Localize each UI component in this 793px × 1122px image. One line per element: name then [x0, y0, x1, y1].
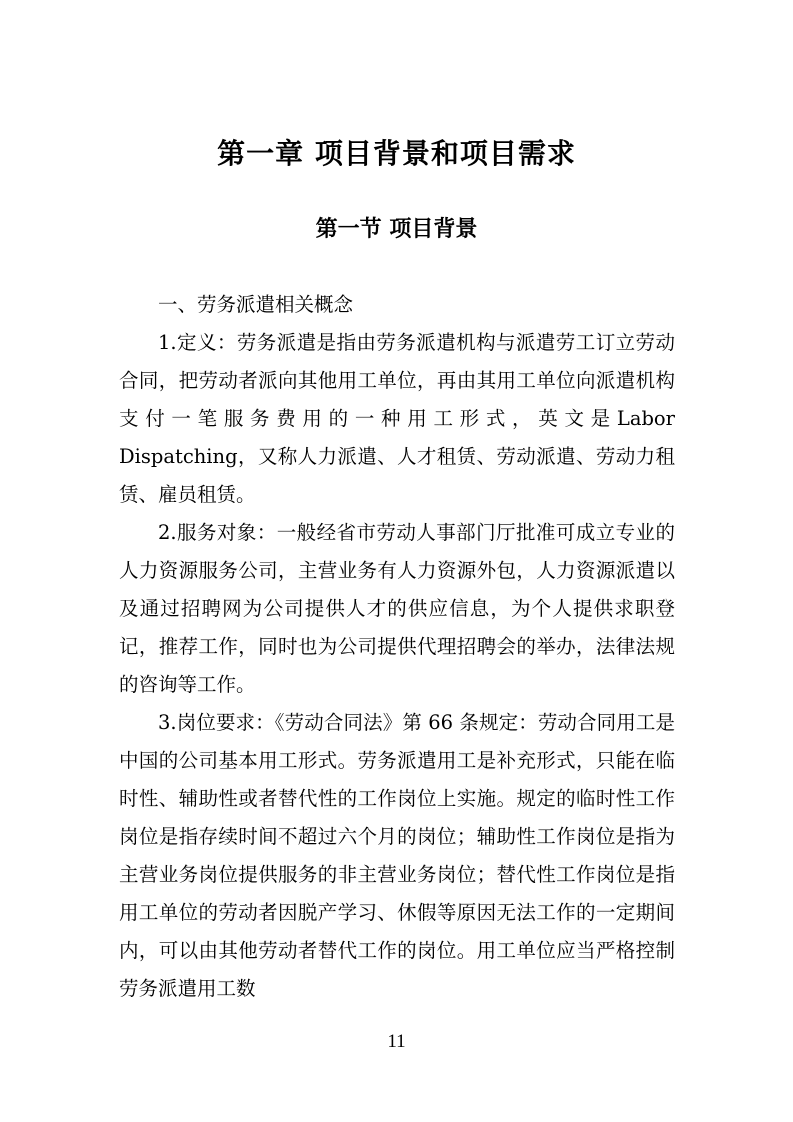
paragraph-definition: 1.定义：劳务派遣是指由劳务派遣机构与派遣劳工订立劳动合同，把劳动者派向其他用工单位，再由其用工单位向派遣机构支付一笔服务费用的一种用工形式，英文是Labor Dispatching，又称人力派遣、人才租赁、劳动派遣、劳动力租赁、雇员租赁。: [119, 331, 675, 506]
paragraph-position-requirements: 3.岗位要求：《劳动合同法》第 66 条规定：劳动合同用工是中国的公司基本用工形式。劳务派遣用工是补充形式，只能在临时性、辅助性或者替代性的工作岗位上实施。规定的临时性工作岗位是指存续时间不超过六个月的岗位；辅助性工作岗位是指为主营业务岗位提供服务的非主营业务岗位；替代性工作岗位是指用工单位的劳动者因脱产学习、休假等原因无法工作的一定期间内，可以由其他劳动者替代工作的岗位。用工单位应当严格控制劳务派遣用工数: [119, 711, 675, 1000]
page-number: 11: [387, 1031, 406, 1052]
section-title: 第一节 项目背景: [315, 216, 478, 242]
chapter-title: 第一章 项目背景和项目需求: [217, 137, 576, 170]
paragraph-heading: 一、劳务派遣相关概念: [158, 293, 354, 316]
body-text: [119, 286, 675, 1008]
paragraph-service-targets: 2.服务对象：一般经省市劳动人事部门厅批准可成立专业的人力资源服务公司，主营业务有人力资源外包，人力资源派遣以及通过招聘网为公司提供人才的供应信息，为个人提供求职登记，推荐工作，同时也为公司提供代理招聘会的举办，法律法规的咨询等工作。: [119, 521, 675, 696]
